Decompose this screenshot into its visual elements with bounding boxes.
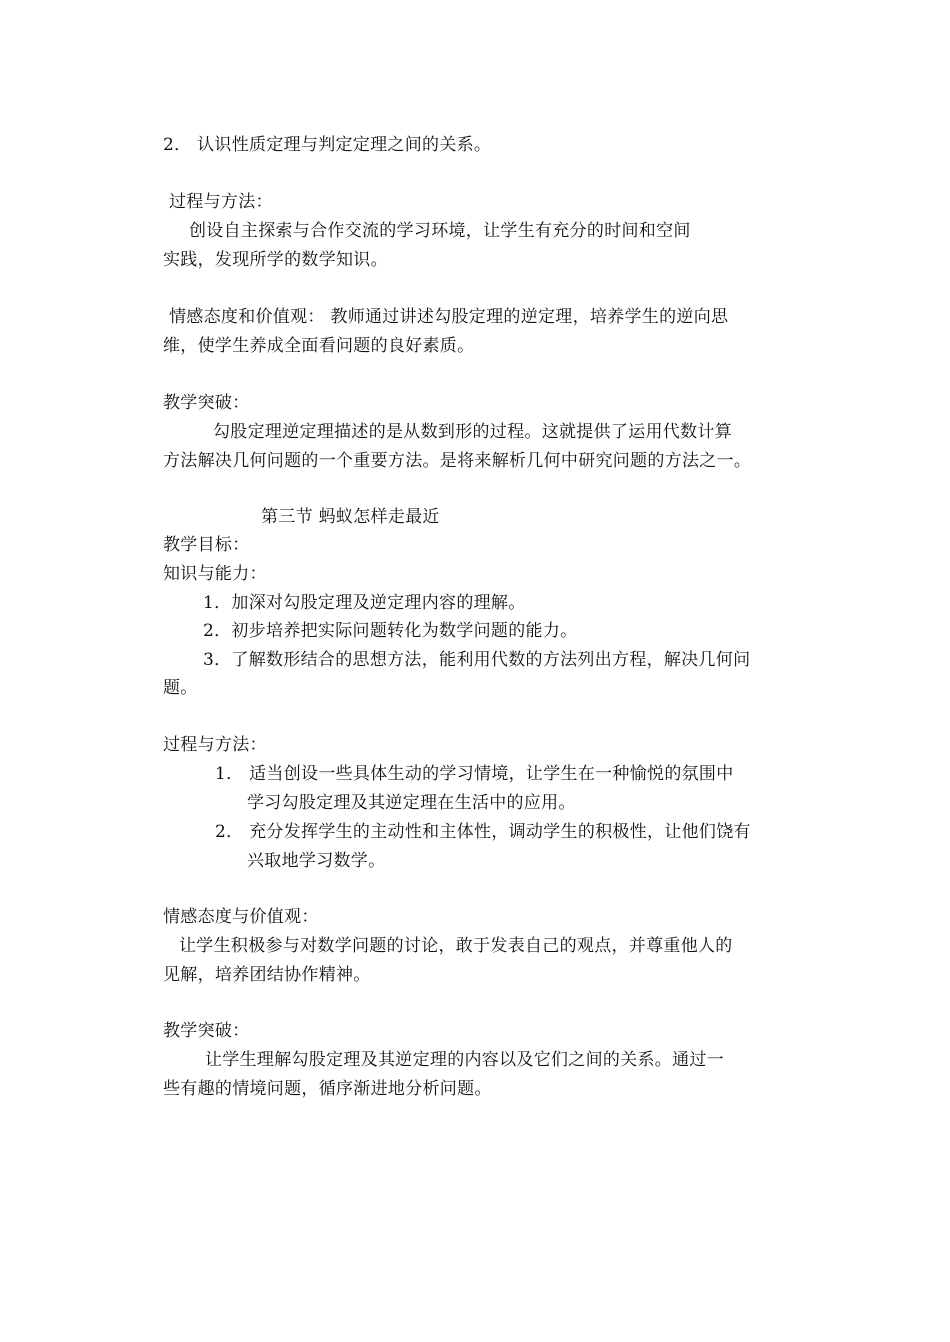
- heading-teaching-goals: 教学目标：: [163, 535, 250, 555]
- text-line-breakthrough-3: 让学生理解勾股定理及其逆定理的内容以及它们之间的关系。通过一: [205, 1050, 724, 1070]
- text-line-process-1: 创设自主探索与合作交流的学习环境，让学生有充分的时间和空间: [189, 221, 691, 241]
- list-item-process-2-cont: 兴取地学习数学。: [247, 851, 386, 871]
- list-item-knowledge-2: 2．初步培养把实际问题转化为数学问题的能力。: [203, 621, 578, 641]
- list-item-knowledge-3-cont: 题。: [163, 678, 198, 698]
- text-line-emotion-1: 情感态度和价值观： 教师通过讲述勾股定理的逆定理，培养学生的逆向思: [169, 307, 729, 327]
- heading-process-method-2: 过程与方法：: [163, 735, 267, 755]
- text-line-emotion-2: 维，使学生养成全面看问题的良好素质。: [163, 336, 475, 356]
- text-line-emotion-4: 见解，培养团结协作精神。: [163, 965, 371, 985]
- list-item-process-1-cont: 学习勾股定理及其逆定理在生活中的应用。: [247, 793, 576, 813]
- text-line-emotion-3: 让学生积极参与对数学问题的讨论，敢于发表自己的观点，并尊重他人的: [179, 936, 733, 956]
- text-line-breakthrough-2: 方法解决几何问题的一个重要方法。是将来解析几何中研究问题的方法之一。: [163, 451, 752, 471]
- list-item-process-2: 2． 充分发挥学生的主动性和主体性，调动学生的积极性，让他们饶有: [215, 822, 751, 842]
- heading-emotion-values: 情感态度与价值观：: [163, 907, 319, 927]
- text-line-process-2: 实践，发现所学的数学知识。: [163, 250, 388, 270]
- text-line-knowledge-2: 2． 认识性质定理与判定定理之间的关系。: [163, 135, 492, 155]
- heading-breakthrough: 教学突破：: [163, 393, 250, 413]
- heading-breakthrough-2: 教学突破：: [163, 1021, 250, 1041]
- list-item-knowledge-1: 1．加深对勾股定理及逆定理内容的理解。: [203, 593, 526, 613]
- heading-process-method: 过程与方法：: [169, 192, 273, 212]
- text-line-breakthrough-4: 些有趣的情境问题，循序渐进地分析问题。: [163, 1079, 492, 1099]
- text-line-breakthrough-1: 勾股定理逆定理描述的是从数到形的过程。这就提供了运用代数计算: [213, 422, 732, 442]
- list-item-knowledge-3: 3．了解数形结合的思想方法，能利用代数的方法列出方程，解决几何问: [203, 650, 751, 670]
- heading-knowledge-ability: 知识与能力：: [163, 564, 267, 584]
- section-title: 第三节 蚂蚁怎样走最近: [261, 507, 440, 527]
- list-item-process-1: 1． 适当创设一些具体生动的学习情境，让学生在一种愉悦的氛围中: [215, 764, 734, 784]
